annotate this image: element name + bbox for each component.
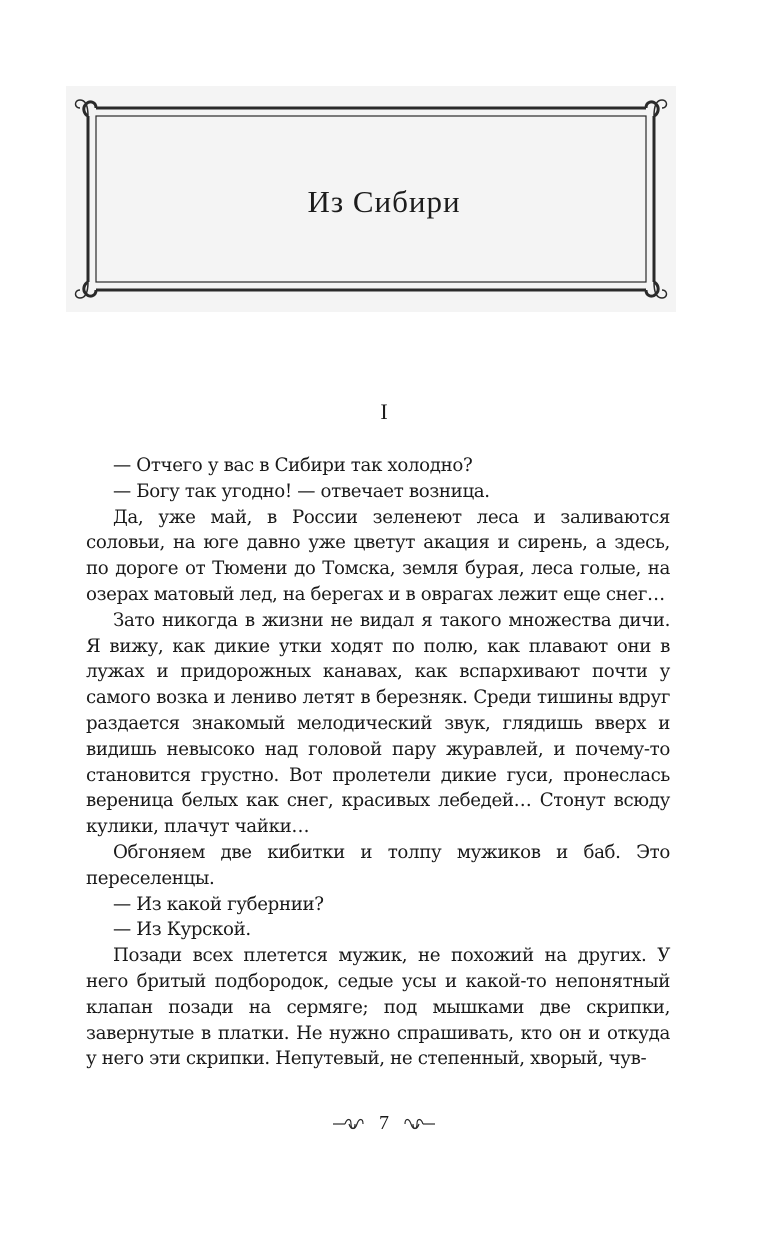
- paragraph: — Из какой губернии?: [113, 893, 324, 915]
- left-ornament-icon: [331, 1116, 365, 1132]
- paragraph: Позади всех плетется мужик, не похожий на других. У него бритый подбородок, седые усы и какой-то непонятный клапан позади на сермяге; под мышками две скрипки, завернутые в платки. Не нужно спрашивать, кто он и откуда у него эти скрипки. Непутевый, не степенный, хворый, чув-: [86, 945, 670, 1070]
- paragraph: Обгоняем две кибитки и толпу мужиков и баб. Это переселенцы.: [86, 841, 670, 889]
- paragraph: Зато никогда в жизни не видал я такого множества дичи. Я вижу, как дикие утки ходят по полю, как плавают они в лужах и придорожных канавах, как вспархивают почти у самого возка и лениво летят в березняк. Среди тишины вдруг раздается знакомый мелодический звук, глядишь вверх и видишь невысоко над головой пару журавлей, и почему-то становится грустно. Вот пролетели дикие гуси, пронеслась вереница белых как снег, красивых лебедей… Стонут всюду кулики, плачут чайки…: [86, 609, 670, 838]
- paragraph: Да, уже май, в России зеленеют леса и заливаются соловьи, на юге давно уже цветут акация и сирень, а здесь, по дороге от Тюмени до Томска, земля бурая, леса голые, на озерах матовый лед, на берегах и в оврагах лежит еще снег…: [86, 506, 670, 605]
- paragraph: — Отчего у вас в Сибири так холодно?: [113, 455, 473, 476]
- page-title: Из Сибири: [307, 184, 461, 219]
- right-ornament-icon: [403, 1116, 437, 1132]
- paragraph: — Из Курской.: [113, 919, 251, 941]
- paragraph: — Богу так угодно! — отвечает возница.: [113, 480, 490, 502]
- page-number: 7: [379, 1112, 389, 1134]
- page-footer: [0, 1112, 768, 1135]
- body-text: [86, 453, 670, 1072]
- chapter-number: I: [380, 399, 388, 424]
